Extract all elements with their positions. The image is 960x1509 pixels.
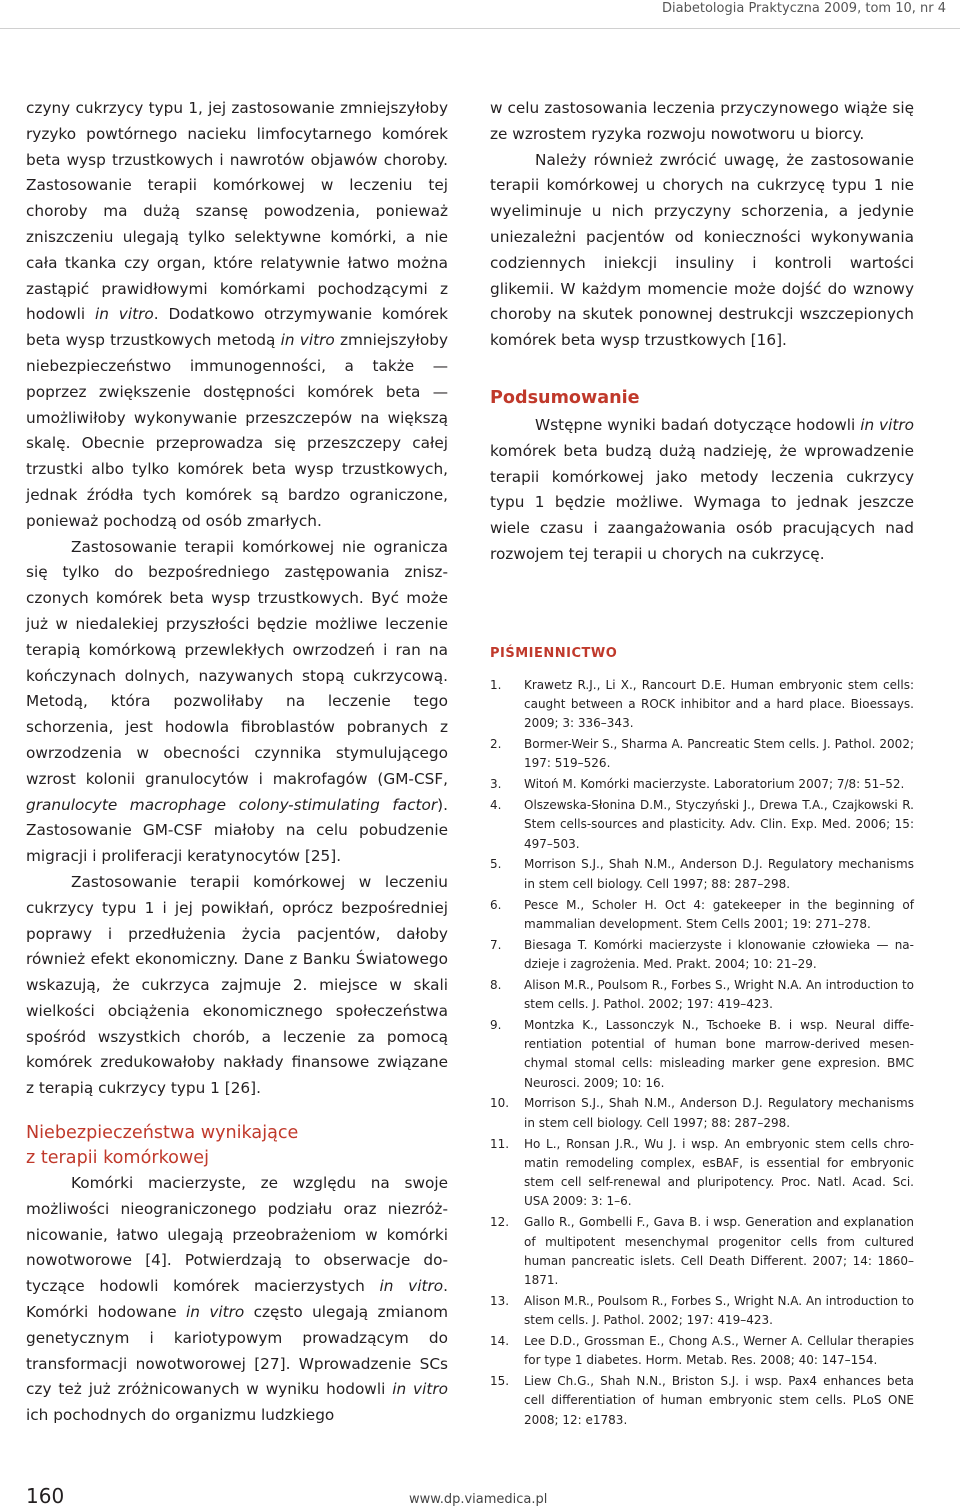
reference-number: 4. [490, 798, 502, 813]
header-rule [0, 28, 960, 29]
reference-number: 12. [490, 1215, 510, 1230]
reference-text: Morrison S.J., Shah N.M., Anderson D.J. Regulatory mechanisms in stem cell biology. Cell 1997; 88: 287–298. [524, 857, 914, 891]
reference-text: Lee D.D., Grossman E., Chong A.S., Werner A. Cellular therapies for type 1 diabetes. Horm. Metab. Res. 2008; 40: 147–154. [524, 1334, 914, 1368]
paragraph [26, 1171, 448, 1429]
reference-item [490, 1016, 914, 1093]
reference-text: Montzka K., Lassonczyk N., Tschoeke B. i wsp. Neural differentiation potential of human bone marrow-derived mesenchymal stomal cells: misleading marker gene expresion. BMC Neurosci. 2009; 10: 16. [524, 1017, 914, 1090]
reference-number: 3. [490, 777, 502, 792]
section-title-line: z terapii komórkowej [26, 1148, 209, 1169]
references-title: PIŚMIENNICTWO [490, 645, 618, 661]
text-run: często ulegają zmianom genetycznym i kariotypowym prowadzącym do transformacji nowotworowej [27]. Wprowadzenie SCs czy też już zróżnicowanych w wyniku hodowli [26, 1303, 448, 1399]
italic-term: in vitro [860, 415, 914, 434]
reference-text: Gallo R., Gombelli F., Gava B. i wsp. Generation and explanation of multipotent mesenchymal progenitor cells from cultured human pancreatic islets. Cell Death Different. 2007; 14: 1860–1871. [524, 1215, 914, 1288]
reference-item [490, 936, 914, 975]
italic-term: granulocyte macrophage colony-stimulating factor [26, 795, 438, 814]
reference-text: Alison M.R., Poulsom R., Forbes S., Wright N.A. An introduction to stem cells. J. Pathol. 2002; 197: 419–423. [524, 977, 914, 1011]
reference-item [490, 1292, 914, 1331]
reference-item [490, 1094, 914, 1133]
reference-text: Liew Ch.G., Shah N.N., Briston S.J. i wsp. Pax4 enhances beta cell differentiation of human embryonic stem cells. PLoS ONE 2008; 12: e1783. [524, 1374, 914, 1427]
references-list [490, 676, 914, 1430]
reference-text: Witoń M. Komórki macierzyste. Laboratorium 2007; 7/8: 51–52. [524, 777, 905, 792]
italic-term: in vitro [392, 1380, 449, 1399]
reference-item [490, 1213, 914, 1290]
reference-text: Biesaga T. Komórki macierzyste i klonowanie człowieka — nadzieje i zagrożenia. Med. Prakt. 2004; 10: 21–29. [524, 937, 914, 971]
text-run: Komórki macierzyste, ze względu na swoje możliwości nieograniczonego podziału oraz niezróżnicowanie, łatwo ulegają przeobrażeniom w komórki nowotworowe [4]. Potwierdzają to obserwacje dotyczące hodowli komórek macierzystych [26, 1174, 448, 1296]
paragraph: w celu zastosowania leczenia przyczynowego wiąże się ze wzrostem ryzyka rozwoju nowotworu u biorcy. [490, 99, 914, 143]
reference-item [490, 896, 914, 935]
reference-item [490, 676, 914, 734]
italic-term: in vitro [186, 1303, 245, 1322]
reference-item [490, 775, 914, 794]
text-run: Wstępne wyniki badań dotyczące hodowli [535, 415, 861, 434]
reference-item [490, 855, 914, 894]
reference-number: 10. [490, 1096, 510, 1111]
reference-item [490, 976, 914, 1015]
text-run: . Dodatkowo otrzymywanie komórek beta wysp trzustkowych metodą [26, 305, 448, 350]
reference-number: 2. [490, 737, 502, 752]
text-run: ). Zastosowanie GM-CSF miałoby na celu pobudzenie migracji i proliferacji keratynocytów [25]. [26, 795, 448, 866]
reference-number: 13. [490, 1293, 510, 1308]
left-column [26, 96, 448, 1429]
text-run: Zastosowanie terapii komórkowej nie ogranicza się tylko do bezpośredniego zastępowania zniszczonych komórek beta wysp trzustkowych. Być może już w niedalekiej przyszłości będzie możliwe leczenie terapią komórkową przewlekłych owrzodzeń i ran na kończynach dolnych, nazywanych stopą cukrzycową. Metodą, która pozwoliłaby na leczenie tego schorzenia, jest hodowla fibroblastów pobranych z owrzodzenia w obecności czynnika stymulującego wzrost kolonii granulocytów i makrofagów (GM-CSF, [26, 537, 448, 788]
italic-term: in vitro [280, 331, 335, 350]
paragraph [490, 413, 914, 568]
reference-number: 6. [490, 897, 502, 912]
reference-item [490, 1332, 914, 1371]
reference-number: 15. [490, 1374, 510, 1389]
paragraph: Należy również zwrócić uwagę, że zastosowanie terapii komórkowej u chorych na cukrzycę typu 1 nie wyeliminuje u nich przyczyny schorzenia, a jedynie uniezależni pacjentów od konieczności wykonywania codziennych iniekcji insuliny i kontroli wartości glikemii. W każdym momencie może dojść do wznowy choroby na skutek ponownej destrukcji wszczepionych komórek beta wysp trzustkowych [16]. [490, 150, 914, 350]
reference-number: 5. [490, 857, 502, 872]
paragraph: Zastosowanie terapii komórkowej w leczeniu cukrzycy typu 1 i jej powikłań, oprócz bezpośredniej poprawy i przedłużenia życia pacjentów, dałoby również efekt ekonomiczny. Dane z Banku Światowego wskazują, że cukrzyca zajmuje 2. miejsce w skali wielkości obciążenia ekonomicznego społeczeństwa spośród wszystkich chorób, a leczenie za pomocą komórek zredukowałoby nakłady finansowe związane z terapią cukrzycy typu 1 [26]. [26, 872, 448, 1098]
footer-url: www.dp.viamedica.pl [409, 1492, 548, 1507]
reference-text: Bormer-Weir S., Sharma A. Pancreatic Stem cells. J. Pathol. 2002; 197: 519–526. [524, 737, 914, 771]
reference-text: Krawetz R.J., Li X., Rancourt D.E. Human embryonic stem cells: caught between a ROCK inhibitor and a hard place. Bioessays. 2009; 3: 336–343. [524, 677, 914, 731]
section-title [26, 1121, 448, 1171]
running-head: Diabetologia Praktyczna 2009, tom 10, nr 4 [662, 1, 946, 16]
reference-number: 11. [490, 1136, 510, 1151]
section-title: Podsumowanie [490, 387, 640, 408]
reference-number: 9. [490, 1017, 502, 1032]
text-run: komórek beta budzą dużą nadzieję, że wprowadzenie terapii komórkowej jako metody leczenia cukrzycy typu 1 będzie możliwe. Wymaga to jednak jeszcze wiele czasu i zaangażowania osób pracujących nad rozwojem tej terapii u chorych na cukrzycę. [490, 441, 914, 563]
reference-number: 1. [490, 677, 502, 692]
text-run: . Komórki hodowane [26, 1277, 448, 1322]
text-run: ich pochodnych do organizmu ludzkiego [26, 1406, 335, 1425]
right-column [490, 96, 914, 1432]
reference-number: 7. [490, 937, 502, 952]
reference-text: Pesce M., Scholer H. Oct 4: gatekeeper in the beginning of mammalian development. Stem Cells 2001; 19: 271–278. [524, 897, 914, 931]
text-run: czyny cukrzycy typu 1, jej zastosowanie zmniejszyłoby ryzyko powtórnego nacieku limfocytarnego komórek beta wysp trzustkowych i nawrotów objawów choroby. Zastosowanie terapii komórkowej w leczeniu tej choroby ma dużą szansę powodzenia, ponieważ zniszczeniu ulegają tylko selektywne komórki, a nie cała tkanka czy organ, które relatywnie łatwo można zastąpić prawidłowymi komórkami pochodzącymi z hodowli [26, 99, 448, 324]
reference-text: Alison M.R., Poulsom R., Forbes S., Wright N.A. An introduction to stem cells. J. Pathol. 2002; 197: 419–423. [524, 1293, 914, 1328]
reference-item [490, 1372, 914, 1430]
reference-item [490, 735, 914, 774]
reference-text: Morrison S.J., Shah N.M., Anderson D.J. Regulatory mechanisms in stem cell biology. Cell 1997; 88: 287–298. [524, 1096, 914, 1130]
paragraph [26, 535, 448, 870]
reference-item [490, 796, 914, 854]
reference-text: Olszewska-Słonina D.M., Styczyński J., Drewa T.A., Czajkowski R. Stem cells-sources and plasticity. Adv. Clin. Exp. Med. 2006; 15: 497–503. [524, 798, 914, 851]
paragraph [26, 96, 448, 535]
reference-number: 14. [490, 1334, 510, 1349]
italic-term: in vitro [94, 305, 154, 324]
text-run: zmniejszyłoby niebezpieczeństwo immunogenności, a także — poprzez zwiększenie dostępności komórek beta — umożliwiłoby wykonywanie przeszczepów na większą skalę. Obecnie przeprowadza się przeszczepy całej trzustki albo tylko komórek beta wysp trzustkowych, jednak źródła tych komórek są bardzo ograniczone, ponieważ pochodzą od osób zmarłych. [26, 331, 448, 530]
reference-item [490, 1135, 914, 1212]
section-title-line: Niebezpieczeństwa wynikające [26, 1123, 299, 1144]
reference-text: Ho L., Ronsan J.R., Wu J. i wsp. An embryonic stem cells chromatin remodeling complex, esBAF, is essential for embryonic stem cell self-renewal and pluripotency. Proc. Natl. Acad. Sci. USA 2009: 3: 1–6. [524, 1136, 914, 1209]
reference-number: 8. [490, 977, 502, 992]
page-number: 160 [26, 1484, 65, 1508]
italic-term: in vitro [379, 1277, 444, 1296]
